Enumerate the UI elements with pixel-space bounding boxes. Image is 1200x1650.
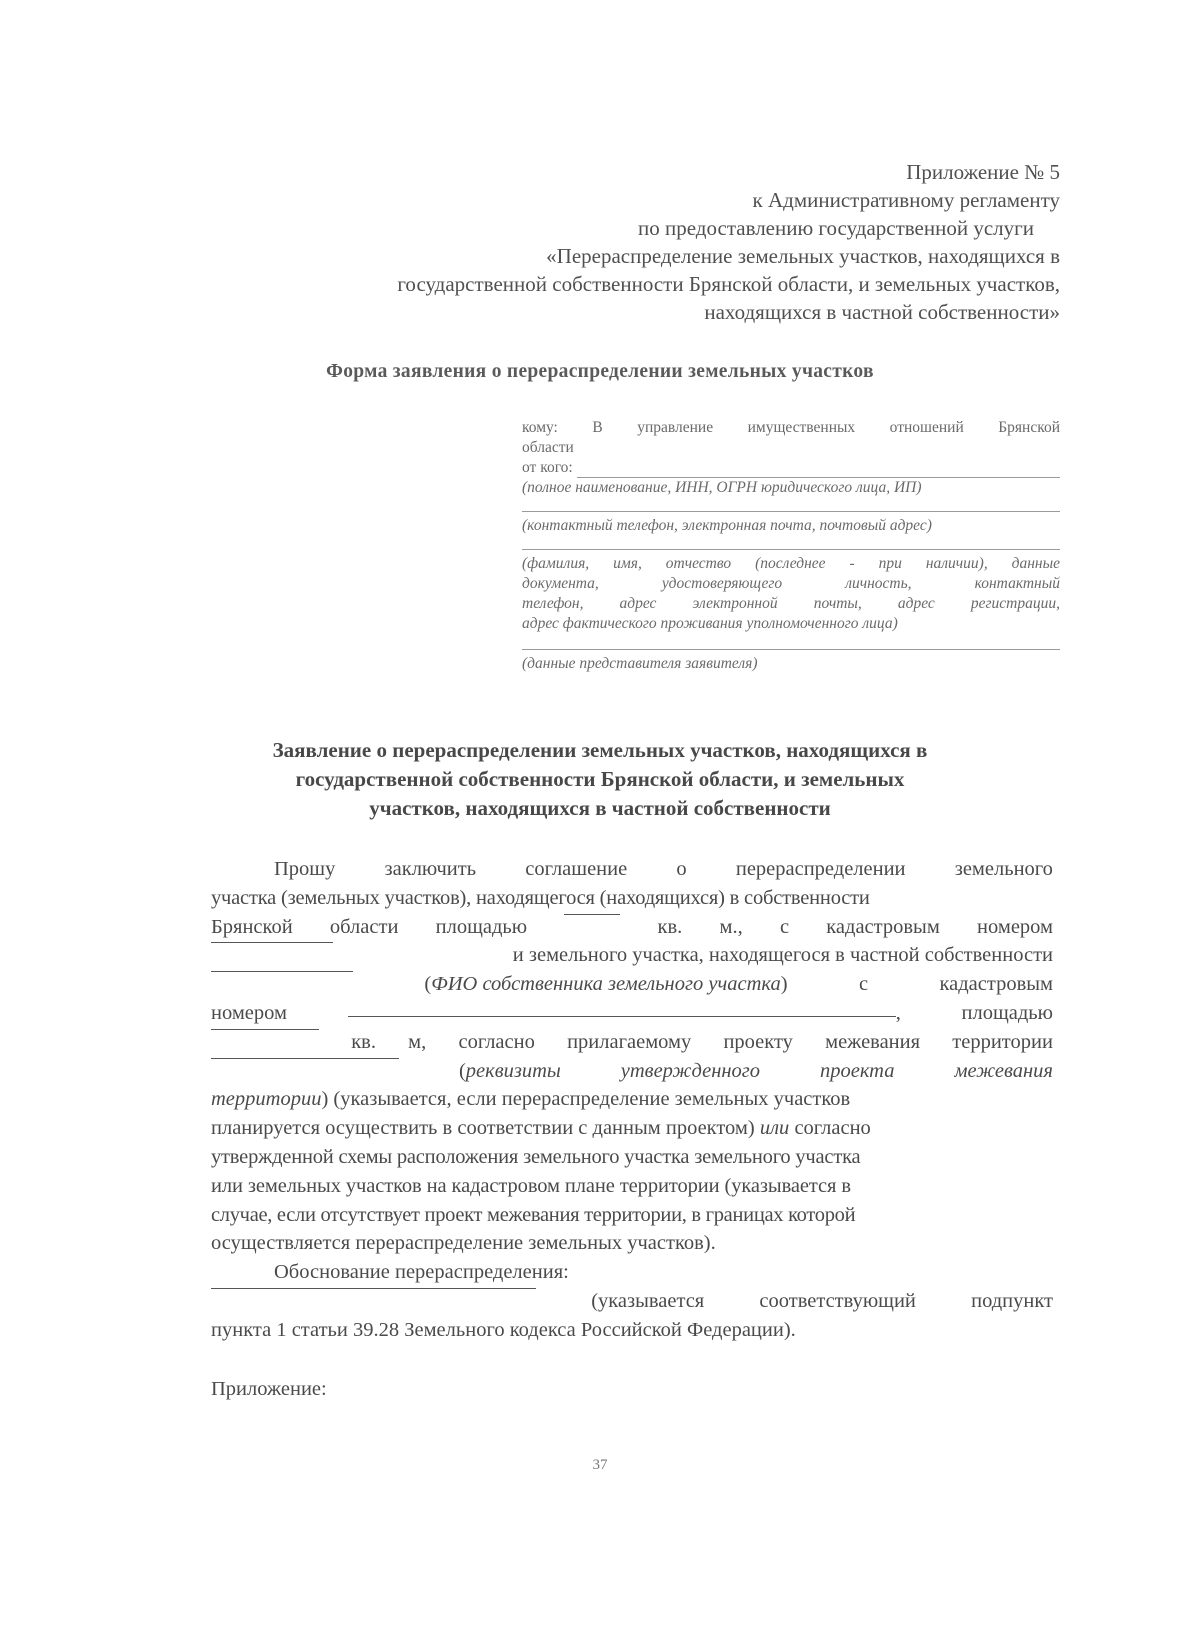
word: площадью: [435, 915, 528, 938]
hint-person: телефон, адрес электронной почты, адрес регистрации,: [522, 595, 1060, 612]
word: кадастровым: [939, 973, 1053, 996]
word: м,: [408, 1030, 427, 1053]
word: соответствующий: [759, 1289, 916, 1312]
word: области: [329, 915, 399, 938]
project-blank: [211, 1057, 399, 1059]
application-title: [180, 736, 1020, 823]
project-hint-start: [459, 1057, 561, 1086]
body-line: [211, 1114, 1053, 1143]
word: соглашение: [525, 858, 628, 880]
annex-line: Приложение № 5: [906, 160, 1060, 184]
annex-line: «Перераспределение земельных участков, находящихся в: [546, 244, 1060, 268]
word: проекту: [723, 1030, 793, 1053]
body-text: и земельного участка, находящегося в частной собственности: [512, 944, 1053, 967]
hint-applicant: (полное наименование, ИНН, ОГРН юридического лица, ИП): [522, 479, 922, 496]
hint-contacts: (контактный телефон, электронная почта, почтовый адрес): [522, 517, 932, 534]
word: номером: [977, 915, 1053, 938]
body-line: [211, 855, 1053, 884]
word: проекта: [820, 1059, 895, 1082]
application-title-line: Заявление о перераспределении земельных участков, находящихся в: [272, 738, 928, 762]
area-blank: [211, 1028, 319, 1030]
word: кв.: [351, 1030, 376, 1053]
paren: (: [424, 973, 432, 996]
word: Прошу: [274, 858, 336, 880]
justification-blank: [211, 1287, 536, 1289]
form-title: Форма заявления о перераспределении земельных участков: [326, 361, 874, 382]
body-line: [211, 941, 1053, 970]
cadastral-number-blank: [348, 1015, 896, 1017]
body-text: планируется осуществить в соответствии с данным проектом): [211, 1117, 760, 1140]
word: номером: [211, 1001, 287, 1024]
from-label: от кого:: [522, 459, 573, 476]
hint-person: адрес фактического проживания уполномоченного лица): [522, 615, 898, 632]
owner-blank: [211, 970, 353, 972]
word: земельного: [954, 858, 1053, 880]
body-line: утвержденной схемы расположения земельного участка земельного участка: [211, 1145, 861, 1168]
body-text: согласно: [789, 1117, 871, 1140]
addressee-block: [522, 418, 1060, 674]
annex-line: государственной собственности Брянской области, и земельных участков,: [397, 272, 1060, 296]
attachment-label: Приложение:: [211, 1378, 327, 1400]
word: территории: [952, 1030, 1053, 1053]
body-line: или земельных участков на кадастровом плане территории (указывается в: [211, 1174, 851, 1197]
word: согласно: [458, 1030, 535, 1053]
application-title-line: государственной собственности Брянской области, и земельных: [295, 767, 905, 791]
word: с: [779, 915, 790, 938]
word: реквизиты: [465, 1059, 561, 1082]
annex-line: по предоставлению государственной услуги: [638, 216, 1034, 240]
word: Брянской: [211, 915, 293, 938]
word: с: [858, 973, 869, 996]
addressee-to: кому: В управление имущественных отношений Брянской: [522, 419, 1060, 436]
owner-hint: [424, 970, 787, 999]
body-line: [211, 1057, 1053, 1086]
cadastral-number-blank: [211, 941, 333, 943]
body-line: пункта 1 статьи 39.28 Земельного кодекса Российской Федерации).: [211, 1318, 796, 1341]
blank-line: [522, 548, 1060, 550]
hint-person: документа, удостоверяющего личность, контактный: [522, 575, 1060, 592]
body-line: случае, если отсутствует проект межевания территории, в границах которой: [211, 1203, 856, 1226]
word: кв.: [657, 915, 683, 938]
word: или: [759, 1117, 790, 1140]
word: перераспределении: [735, 858, 906, 880]
from-blank: [577, 463, 1060, 478]
body-line: участка (земельных участков), находящегося (находящихся) в собственности: [211, 886, 870, 909]
word: о: [676, 858, 687, 880]
word: территории: [211, 1088, 322, 1111]
addressee-from-line: [522, 458, 1060, 478]
application-body: [211, 855, 1053, 1345]
word: межевания: [825, 1030, 921, 1053]
body-line: [211, 999, 1053, 1028]
body-line: [211, 1028, 1053, 1057]
word: подпункт: [971, 1289, 1053, 1312]
owner-hint-text: ФИО собственника земельного участка: [431, 973, 781, 996]
paren: (: [458, 1059, 466, 1082]
body-line: [211, 913, 1053, 942]
annex-line: к Административному регламенту: [752, 188, 1060, 212]
word: кадастровым: [826, 915, 940, 938]
hint-person: (фамилия, имя, отчество (последнее - при наличии), данные: [522, 555, 1060, 572]
word: м.,: [719, 915, 743, 938]
blank-line: [522, 510, 1060, 512]
body-line: [211, 1287, 1053, 1316]
body-line: [211, 970, 1053, 999]
comma: ,: [895, 1001, 901, 1024]
body-line: осуществляется перераспределение земельных участков).: [211, 1232, 716, 1255]
paren: ): [780, 973, 788, 996]
word: утвержденного: [620, 1059, 761, 1082]
annex-header: [240, 158, 1060, 326]
addressee-to: области: [522, 439, 574, 456]
body-line: Обоснование перераспределения:: [274, 1261, 569, 1284]
word: (указывается: [591, 1289, 705, 1312]
word: прилагаемому: [567, 1030, 692, 1053]
word: площадью: [961, 1001, 1053, 1024]
application-title-line: участков, находящихся в частной собственности: [369, 796, 831, 820]
body-line: [211, 1085, 1053, 1114]
body-text: ) (указывается, если перераспределение земельных участков: [321, 1088, 851, 1111]
cadastral-blank-group: [348, 999, 901, 1028]
area-blank: [564, 913, 620, 915]
blank-line: [522, 648, 1060, 650]
annex-line: находящихся в частной собственности»: [704, 300, 1060, 324]
word: межевания: [954, 1059, 1053, 1082]
hint-representative: (данные представителя заявителя): [522, 655, 758, 672]
word: заключить: [384, 858, 477, 880]
page-number: 37: [592, 1457, 608, 1473]
